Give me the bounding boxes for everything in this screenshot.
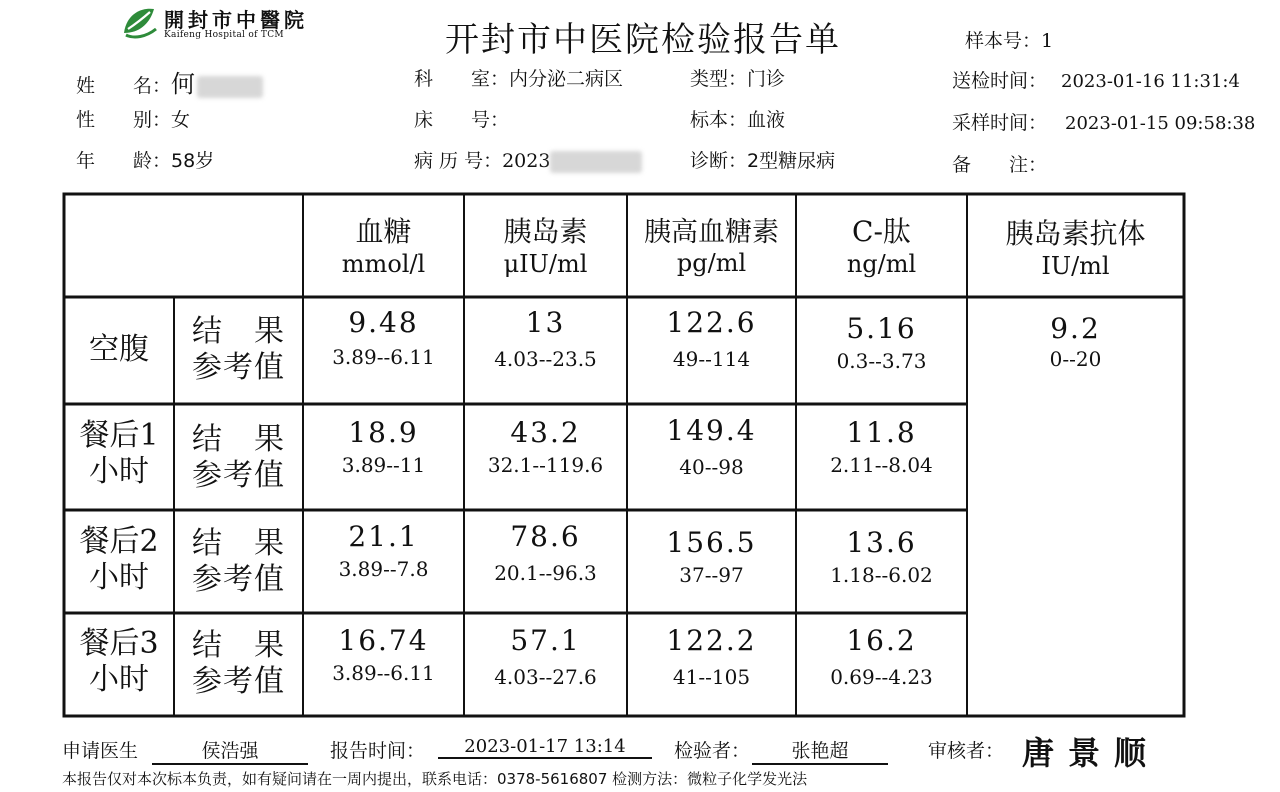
gender-value: 女	[171, 109, 191, 131]
3h-insulin: 57.1 4.03--27.6	[494, 624, 597, 689]
column-header-c-peptide: C-肽 ng/ml	[846, 215, 917, 278]
department	[414, 64, 623, 91]
gender-label: 性 别：	[76, 109, 172, 131]
age-label: 年 龄：	[76, 150, 172, 172]
age-value: 58岁	[171, 150, 215, 172]
leaf-logo-icon	[120, 3, 160, 41]
name-label: 姓 名：	[76, 75, 172, 97]
row-label-1h: 餐后1 小时	[79, 418, 159, 489]
row-label-fasting: 空腹	[89, 332, 149, 367]
record-redaction	[550, 151, 642, 173]
2h-c-peptide: 13.6 1.18--6.02	[830, 526, 933, 587]
specimen-label: 标本：	[690, 109, 748, 131]
tester-value: 张艳超	[752, 736, 888, 765]
row-kind-2h: 结 果 参考值	[192, 526, 285, 597]
sample-value: 1	[1041, 30, 1054, 52]
collect-time	[952, 108, 1280, 135]
name-value: 何	[171, 70, 196, 98]
sample-label: 样本号：	[965, 30, 1042, 52]
reviewer-label: 审核者：	[928, 740, 1005, 762]
doctor-value: 侯浩强	[152, 736, 308, 765]
diagnosis	[690, 146, 835, 173]
send-label: 送检时间：	[952, 70, 1048, 92]
name-redaction	[197, 76, 263, 98]
type-value: 门诊	[747, 68, 786, 90]
column-header-glucagon: 胰高血糖素 pg/ml	[644, 217, 779, 277]
report-time-label: 报告时间：	[330, 740, 426, 762]
1h-insulin: 43.2 32.1--119.6	[487, 416, 604, 477]
bed-number	[414, 105, 509, 132]
send-value: 2023-01-16 11:31:4	[1061, 71, 1240, 92]
report-title: 开封市中医院检验报告单	[445, 20, 841, 60]
patient-name	[76, 64, 263, 99]
row-kind-1h: 结 果 参考值	[192, 422, 285, 493]
reviewer-signature: 唐景顺	[1022, 734, 1161, 772]
visit-type	[690, 64, 785, 91]
1h-c-peptide: 11.8 2.11--8.04	[830, 416, 933, 477]
sample-number	[965, 26, 1053, 53]
fasting-glucagon: 122.6 49--114	[666, 306, 757, 371]
doctor-label: 申请医生	[62, 740, 139, 762]
collect-label: 采样时间：	[952, 112, 1048, 134]
specimen-type	[690, 105, 785, 132]
logo-english-name: Kaifeng Hospital of TCM	[164, 30, 284, 40]
row-label-3h: 餐后3 小时	[79, 626, 159, 697]
record-label: 病 历 号：	[414, 150, 503, 172]
record-value: 2023	[502, 150, 551, 172]
row-kind-3h: 结 果 参考值	[192, 628, 285, 699]
1h-glucagon: 149.4 40--98	[666, 414, 757, 479]
disclaimer-note: 本报告仅对本次标本负责，如有疑问请在一周内提出，联系电话：0378-5616807 检测方法：微粒子化学发光法	[62, 770, 808, 788]
3h-glucose: 16.74 3.89--6.11	[332, 624, 435, 685]
fasting-insulin: 13 4.03--23.5	[494, 306, 597, 371]
3h-glucagon: 122.2 41--105	[666, 624, 757, 689]
column-header-insulin-antibody: 胰岛素抗体 IU/ml	[1005, 217, 1146, 280]
1h-glucose: 18.9 3.89--11	[341, 416, 426, 477]
results-table	[62, 192, 1186, 718]
patient-gender	[76, 105, 190, 132]
2h-glucagon: 156.5 37--97	[666, 526, 757, 587]
column-header-glucose: 血糖 mmol/l	[341, 215, 426, 278]
remark-label: 备 注：	[952, 154, 1048, 176]
collect-value: 2023-01-15 09:58:38	[1065, 113, 1256, 134]
column-header-insulin: 胰岛素 μIU/ml	[503, 215, 588, 278]
2h-insulin: 78.6 20.1--96.3	[494, 520, 597, 585]
specimen-value: 血液	[747, 109, 786, 131]
dept-value: 内分泌二病区	[509, 68, 624, 90]
row-label-2h: 餐后2 小时	[79, 524, 159, 595]
dept-label: 科 室：	[414, 68, 510, 90]
2h-glucose: 21.1 3.89--7.8	[338, 520, 429, 581]
report-time-value: 2023-01-17 13:14	[438, 736, 652, 759]
patient-age	[76, 146, 214, 173]
3h-c-peptide: 16.2 0.69--4.23	[830, 624, 933, 689]
logo-chinese-name: 開封市中醫院	[164, 8, 308, 32]
hospital-logo	[120, 2, 335, 46]
diagnosis-label: 诊断：	[690, 150, 748, 172]
insulin-antibody: 9.2 0--20	[1049, 312, 1102, 371]
send-time	[952, 66, 1280, 93]
diagnosis-value: 2型糖尿病	[747, 150, 836, 172]
row-kind-fasting: 结 果 参考值	[192, 314, 285, 385]
fasting-glucose: 9.48 3.89--6.11	[332, 306, 435, 369]
bed-label: 床 号：	[414, 109, 510, 131]
medical-record-number	[414, 146, 642, 173]
type-label: 类型：	[690, 68, 748, 90]
remark	[952, 150, 1047, 177]
tester-label: 检验者：	[674, 740, 751, 762]
fasting-c-peptide: 5.16 0.3--3.73	[836, 312, 927, 373]
